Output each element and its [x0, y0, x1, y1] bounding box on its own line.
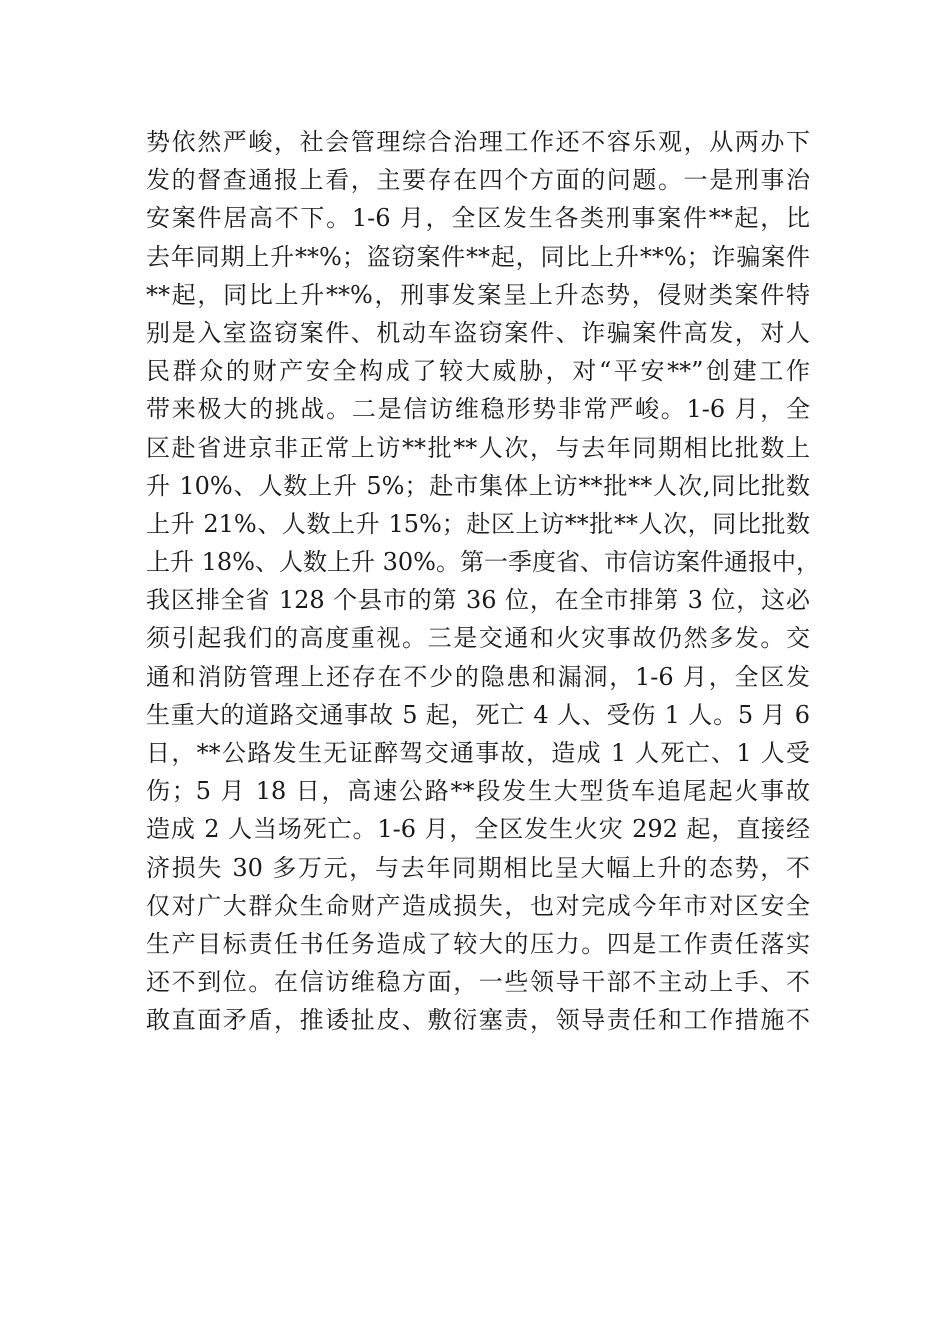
text-line: 日，**公路发生无证醉驾交通事故，造成 1 人死亡、1 人受: [146, 739, 810, 767]
text-line: 别是入室盗窃案件、机动车盗窃案件、诈骗案件高发，对人: [146, 318, 810, 347]
text-line: 造成 2 人当场死亡。1-6 月，全区发生火灾 292 起，直接经: [146, 815, 810, 844]
text-line: 我区排全省 128 个县市的第 36 位，在全市排第 3 位，这必: [146, 586, 810, 615]
text-line: **起，同比上升**%，刑事发案呈上升态势，侵财类案件特: [146, 280, 810, 309]
text-line: 上升 21%、人数上升 15%；赴区上访**批**人次，同比批数: [146, 509, 810, 538]
text-line: 民群众的财产安全构成了较大威胁，对“平安**”创建工作: [146, 357, 810, 386]
text-line: 升 10%、人数上升 5%；赴市集体上访**批**人次,同比批数: [146, 471, 810, 500]
text-line: 通和消防管理上还存在不少的隐患和漏洞，1-6 月，全区发: [146, 662, 810, 691]
text-line: 发的督查通报上看，主要存在四个方面的问题。一是刑事治: [146, 166, 810, 195]
text-line: 还不到位。在信访维稳方面，一些领导干部不主动上手、不: [146, 968, 810, 997]
text-line: 伤；5 月 18 日，高速公路**段发生大型货车追尾起火事故: [146, 777, 810, 806]
text-line: 安案件居高不下。1-6 月，全区发生各类刑事案件**起，比: [146, 204, 810, 233]
text-line: 势依然严峻，社会管理综合治理工作还不容乐观，从两办下: [146, 128, 810, 156]
text-line: 济损失 30 多万元，与去年同期相比呈大幅上升的态势，不: [146, 853, 810, 882]
text-line: 敢直面矛盾，推诿扯皮、敷衍塞责，领导责任和工作措施不: [146, 1006, 810, 1035]
text-line: 生产目标责任书任务造成了较大的压力。四是工作责任落实: [146, 929, 810, 958]
text-line: 去年同期上升**%；盗窃案件**起，同比上升**%；诈骗案件: [146, 242, 810, 271]
text-line: 上升 18%、人数上升 30%。第一季度省、市信访案件通报中，: [146, 548, 820, 577]
text-line: 仅对广大群众生命财产造成损失，也对完成今年市对区安全: [146, 891, 810, 920]
text-line: 须引起我们的高度重视。三是交通和火灾事故仍然多发。交: [146, 624, 810, 653]
body-paragraph: [146, 123, 820, 1040]
text-line: 生重大的道路交通事故 5 起，死亡 4 人、受伤 1 人。5 月 6: [146, 700, 810, 729]
text-line: 带来极大的挑战。二是信访维稳形势非常严峻。1-6 月，全: [146, 395, 810, 424]
text-line: 区赴省进京非正常上访**批**人次，与去年同期相比批数上: [146, 433, 810, 462]
